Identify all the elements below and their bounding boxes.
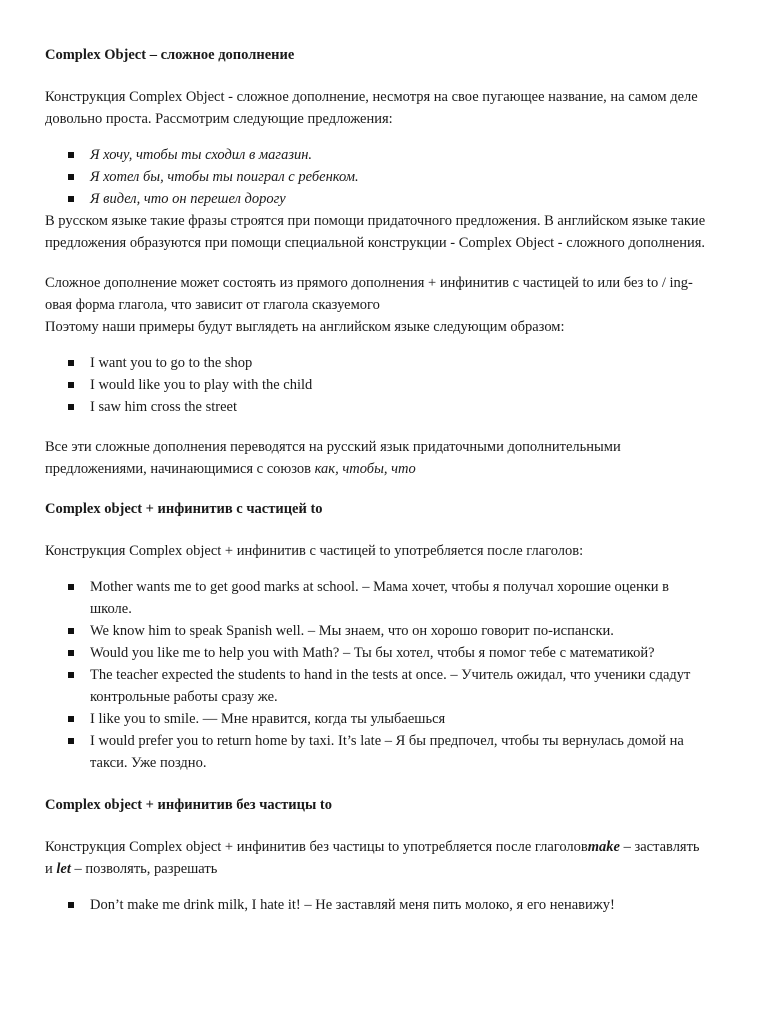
list-item: Я хочу, чтобы ты сходил в магазин. bbox=[90, 144, 708, 166]
let-meaning-text: – позволять, разрешать bbox=[70, 861, 218, 877]
list-item: The teacher expected the students to hand in the tests at once. – Учитель ожидал, что ученики сдадут контрольные работы сразу же. bbox=[90, 664, 708, 708]
english-examples-list bbox=[45, 352, 708, 418]
without-to-intro-paragraph bbox=[45, 836, 708, 880]
with-to-intro-paragraph: Конструкция Complex object + инфинитив с частицей to употребляется после глаголов: bbox=[45, 543, 584, 559]
list-item: Don’t make me drink milk, I hate it! – Не заставляй меня пить молоко, я его ненавижу! bbox=[90, 894, 708, 916]
verb-make: make bbox=[587, 839, 620, 855]
russian-examples-list bbox=[45, 144, 708, 210]
translation-note-text: Все эти сложные дополнения переводятся на русский язык придаточными дополнительными предложениями, начинающимися с союзов bbox=[45, 439, 621, 477]
list-item: I like you to smile. — Мне нравится, когда ты улыбаешься bbox=[90, 708, 708, 730]
therefore-paragraph: Поэтому наши примеры будут выглядеть на английском языке следующим образом: bbox=[45, 319, 565, 335]
make-meaning-text: – заставлять и bbox=[45, 839, 700, 877]
list-item: We know him to speak Spanish well. – Мы знаем, что он хорошо говорит по-испански. bbox=[90, 620, 708, 642]
structure-paragraph: Сложное дополнение может состоять из прямого дополнения + инфинитив с частицей to или без to / ing-овая форма глагола, что зависит от глагола сказуемого bbox=[45, 275, 693, 313]
list-item: I saw him cross the street bbox=[90, 396, 708, 418]
conjunctions-text: как, чтобы, что bbox=[314, 461, 416, 477]
list-item: I would like you to play with the child bbox=[90, 374, 708, 396]
list-item: Я видел, что он перешел дорогу bbox=[90, 188, 708, 210]
without-to-examples-list bbox=[45, 894, 708, 916]
without-to-intro-text: Конструкция Complex object + инфинитив без частицы to употребляется после глаголов bbox=[45, 839, 588, 855]
section-heading-without-to: Complex object + инфинитив без частицы to bbox=[45, 797, 332, 813]
list-item: I would prefer you to return home by taxi. It’s late – Я бы предпочел, чтобы ты вернулась домой на такси. Уже поздно. bbox=[90, 730, 708, 774]
section-heading-complex-object: Complex Object – сложное дополнение bbox=[45, 47, 295, 63]
verb-let: let bbox=[56, 861, 71, 877]
intro-paragraph: Конструкция Complex Object - сложное дополнение, несмотря на свое пугающее название, на самом деле довольно проста. Рассмотрим следующие предложения: bbox=[45, 89, 698, 127]
translation-note-paragraph bbox=[45, 436, 708, 480]
with-to-examples-list bbox=[45, 576, 708, 774]
explanation-paragraph: В русском языке такие фразы строятся при помощи придаточного предложения. В английском языке такие предложения образуются при помощи специальной конструкции - Complex Object - сложного дополнения. bbox=[45, 213, 706, 251]
list-item: Mother wants me to get good marks at school. – Мама хочет, чтобы я получал хорошие оценки в школе. bbox=[90, 576, 708, 620]
list-item: Я хотел бы, чтобы ты поиграл с ребенком. bbox=[90, 166, 708, 188]
section-heading-with-to: Complex object + инфинитив с частицей to bbox=[45, 501, 323, 517]
list-item: Would you like me to help you with Math? – Ты бы хотел, чтобы я помог тебе с математикой? bbox=[90, 642, 708, 664]
list-item: I want you to go to the shop bbox=[90, 352, 708, 374]
